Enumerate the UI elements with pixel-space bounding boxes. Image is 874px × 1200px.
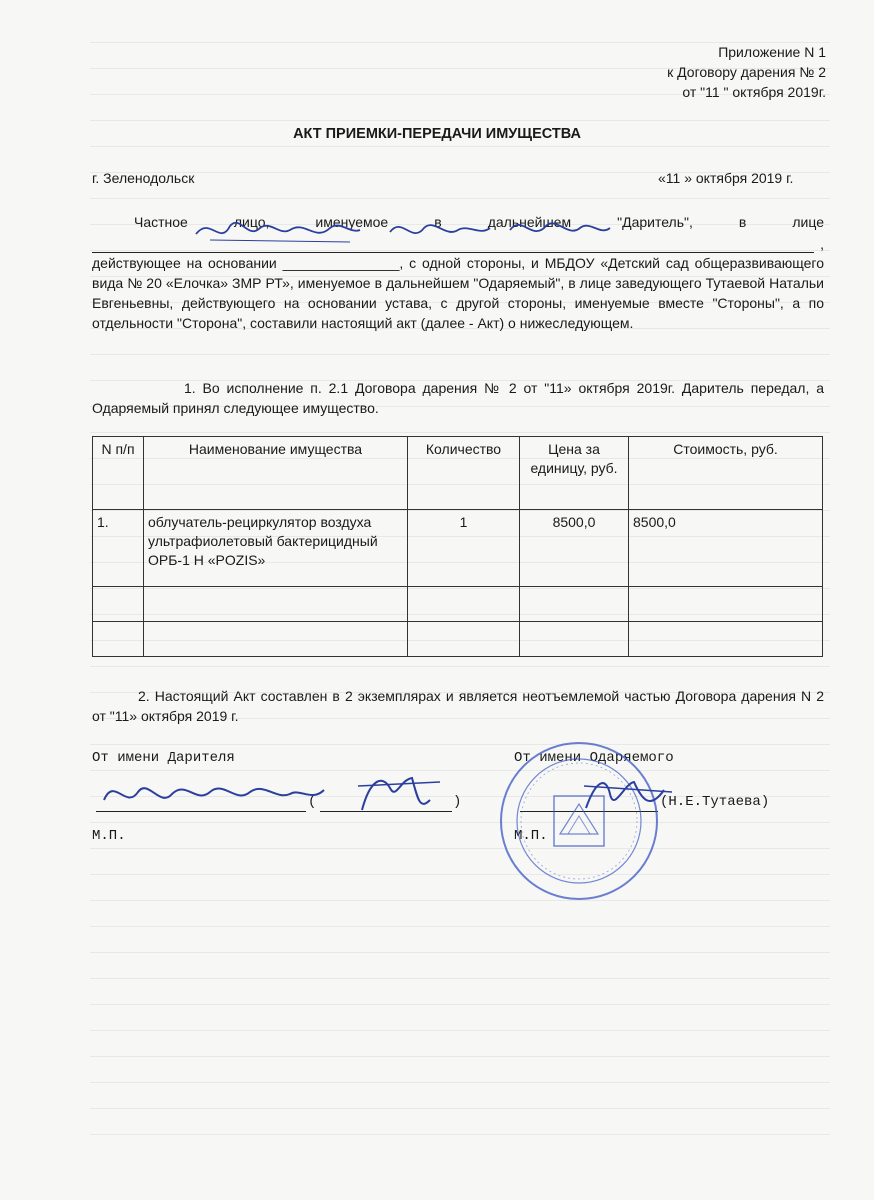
property-table xyxy=(92,436,823,657)
cell-empty xyxy=(629,587,823,622)
header-number: N п/п xyxy=(93,437,144,510)
cell-empty xyxy=(629,622,823,657)
cell-empty xyxy=(93,622,144,657)
appendix-header xyxy=(667,42,826,102)
donee-name: (Н.Е.Тутаева) xyxy=(660,794,770,810)
clause-2: 2. Настоящий Акт составлен в 2 экземплярах и является неотъемлемой частью Договора дарения N 2 от "11» октября 2019 г. xyxy=(92,688,824,724)
document-title: АКТ ПРИЕМКИ-ПЕРЕДАЧИ ИМУЩЕСТВА xyxy=(293,126,581,142)
place: г. Зеленодольск xyxy=(92,170,195,186)
header-unit-price: Цена за единицу, руб. xyxy=(520,437,629,510)
table-row xyxy=(93,587,823,622)
donor-name-blank xyxy=(92,232,824,253)
cell-cost: 8500,0 xyxy=(629,510,823,587)
appendix-line-3: от "11 " октября 2019г. xyxy=(682,84,826,100)
header-name: Наименование имущества xyxy=(144,437,408,510)
donor-signature-line xyxy=(96,810,306,812)
table-header-row xyxy=(93,437,823,510)
cell-empty xyxy=(93,587,144,622)
intro-comma: , xyxy=(820,236,824,252)
cell-empty xyxy=(144,587,408,622)
cell-empty xyxy=(520,587,629,622)
donor-signature-handwriting xyxy=(100,770,460,820)
intro-paragraph xyxy=(92,212,824,333)
cell-empty xyxy=(520,622,629,657)
cell-quantity: 1 xyxy=(408,510,520,587)
donee-label: От имени Одаряемого xyxy=(514,750,674,766)
table-row xyxy=(93,622,823,657)
header-quantity: Количество xyxy=(408,437,520,510)
clause-1: 1. Во исполнение п. 2.1 Договора дарения № 2 от "11» октября 2019г. Даритель передал, а Одаряемый принял следующее имущество. xyxy=(92,380,824,416)
appendix-line-2: к Договору дарения № 2 xyxy=(667,64,826,80)
cell-empty xyxy=(408,622,520,657)
cell-name: облучатель-рециркулятор воздуха ультрафиолетовый бактерицидный ОРБ-1 Н «POZIS» xyxy=(144,510,408,587)
donor-name-line xyxy=(320,810,452,812)
donor-paren-open: ( xyxy=(308,794,317,810)
intro-rest: действующее на основании _______________, с одной стороны, и МБДОУ «Детский сад общеразвивающего вида № 20 «Елочка» ЗМР РТ», именуемое в дальнейшем "Одаряемый", в лице заведующего Тутаевой Натальи Евгеньевны, действующего на основании устава, с другой стороны, именуемые вместе "Стороны", а по отдельности "Сторона", составили настоящий акт (далее - Акт) о нижеследующем. xyxy=(92,255,824,331)
header-cost: Стоимость, руб. xyxy=(629,437,823,510)
cell-empty xyxy=(144,622,408,657)
round-stamp xyxy=(496,738,662,904)
seal-right: М.П. xyxy=(514,828,548,844)
table-row xyxy=(93,510,823,587)
intro-line-1: Частное лицо, именуемое в дальнейшем "Даритель", в лице xyxy=(134,214,824,230)
appendix-line-1: Приложение N 1 xyxy=(718,44,826,60)
donor-label: От имени Дарителя xyxy=(92,750,235,766)
cell-number: 1. xyxy=(93,510,144,587)
cell-empty xyxy=(408,587,520,622)
cell-unit-price: 8500,0 xyxy=(520,510,629,587)
seal-left: М.П. xyxy=(92,828,126,844)
donor-paren-close: ) xyxy=(453,794,462,810)
act-date: «11 » октября 2019 г. xyxy=(658,170,794,186)
